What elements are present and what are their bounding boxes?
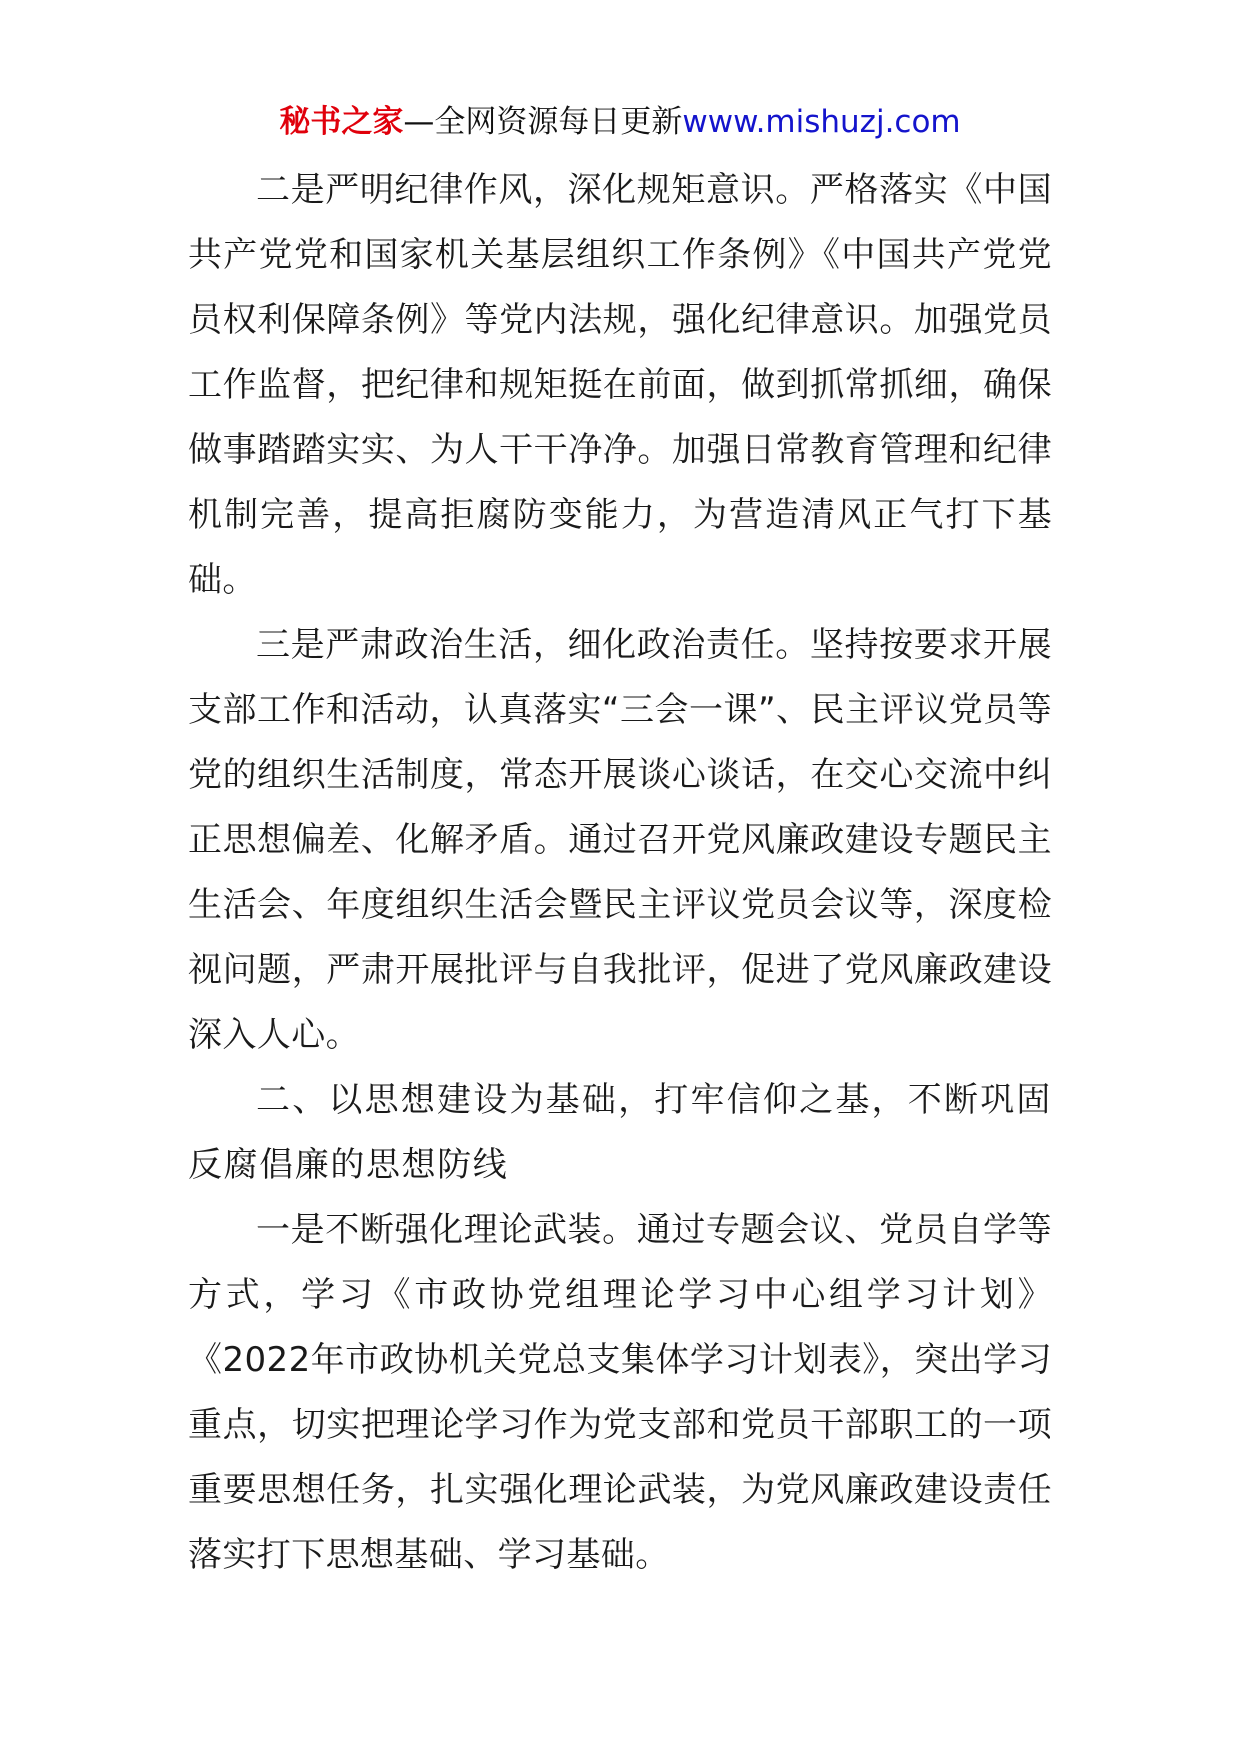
watermark-header bbox=[0, 100, 1240, 144]
header-url[interactable]: www.mishuzj.com bbox=[682, 104, 961, 140]
section-heading: 二、以思想建设为基础，打牢信仰之基，不断巩固反腐倡廉的思想防线 bbox=[188, 1080, 1052, 1185]
paragraph-political-life: 三是严肃政治生活，细化政治责任。坚持按要求开展支部工作和活动，认真落实“三会一课”、民主评议党员等党的组织生活制度，常态开展谈心谈话，在交心交流中纠正思想偏差、化解矛盾。通过召开党风廉政建设专题民主生活会、年度组织生活会暨民主评议党员会议等，深度检视问题，严肃开展批评与自我批评，促进了党风廉政建设深入人心。 bbox=[188, 625, 1052, 1055]
paragraph-discipline: 二是严明纪律作风，深化规矩意识。严格落实《中国共产党党和国家机关基层组织工作条例》《中国共产党党员权利保障条例》等党内法规，强化纪律意识。加强党员工作监督，把纪律和规矩挺在前面，做到抓常抓细，确保做事踏踏实实、为人干干净净。加强日常教育管理和纪律机制完善，提高拒腐防变能力，为营造清风正气打下基础。 bbox=[188, 170, 1052, 600]
brand-name: 秘书之家 bbox=[279, 104, 404, 140]
header-slogan: —全网资源每日更新 bbox=[403, 104, 683, 140]
paragraph-theory: 一是不断强化理论武装。通过专题会议、党员自学等方式，学习《市政协党组理论学习中心组学习计划》《2022年市政协机关党总支集体学习计划表》，突出学习重点，切实把理论学习作为党支部和党员干部职工的一项重要思想任务，扎实强化理论武装，为党风廉政建设责任落实打下思想基础、学习基础。 bbox=[188, 1210, 1052, 1575]
document-body bbox=[188, 158, 1052, 1588]
